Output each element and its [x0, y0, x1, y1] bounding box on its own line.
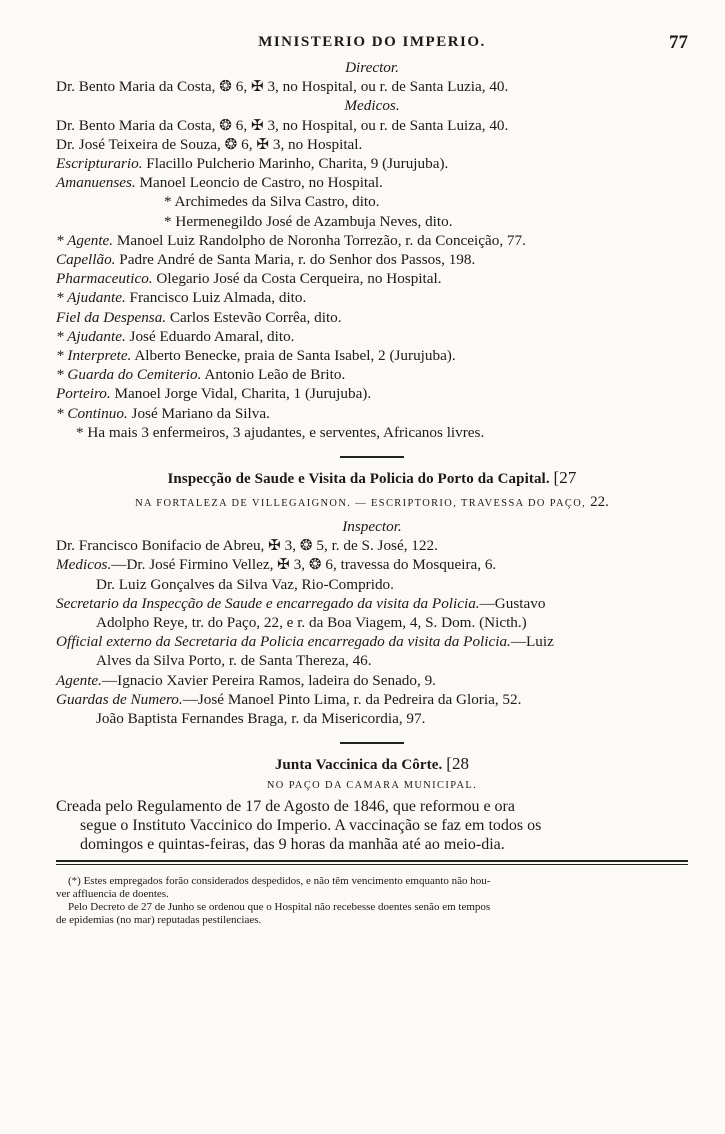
role-label: Secretario da Inspecção de Saude e encarregado da visita da Policia.: [56, 594, 480, 612]
role-label: * Interprete.: [56, 347, 132, 365]
inspector-entry: Dr. Francisco Bonifacio de Abreu, ✠ 3, ❂ 5, r. de S. José, 122.: [56, 537, 438, 555]
role-text: Manoel Luiz Randolpho de Noronha Torrezão, r. da Conceição, 77.: [113, 231, 526, 249]
role-text: Manoel Jorge Vidal, Charita, 1 (Jurujuba).: [110, 385, 372, 403]
porteiro-entry: [56, 384, 688, 403]
paragraph-line: domingos e quintas-feiras, das 9 horas da manhãa até ao meio-dia.: [80, 836, 505, 854]
amanuenses-entry: [56, 173, 688, 192]
role-label: Capellão.: [56, 251, 116, 269]
role-text: José Eduardo Amaral, dito.: [125, 327, 295, 345]
section-divider: [340, 742, 404, 744]
section-ref: [28: [446, 754, 470, 774]
page-title: MINISTERIO DO IMPERIO.: [258, 34, 486, 50]
role-text: Antonio Leão de Brito.: [201, 366, 346, 384]
staff-note: * Ha mais 3 enfermeiros, 3 ajudantes, e serventes, Africanos livres.: [76, 423, 485, 441]
role-text: —Dr. José Firmino Vellez, ✠ 3, ❂ 6, travessa do Mosqueira, 6.: [111, 556, 497, 574]
section-location: NO PAÇO DA CAMARA MUNICIPAL.: [266, 780, 478, 792]
official-entry: [56, 632, 688, 651]
role-text: José Mariano da Silva.: [127, 404, 270, 422]
junta-paragraph: [56, 797, 688, 854]
section-location: [56, 494, 688, 511]
paragraph-line: segue o Instituto Vaccinico do Imperio. A vaccinação se faz em todos os: [80, 817, 542, 835]
role-label: Medicos.: [56, 556, 112, 574]
director-entry: Dr. Bento Maria da Costa, ❂ 6, ✠ 3, no Hospital, ou r. de Santa Luzia, 40.: [56, 78, 509, 96]
section-title-text: Inspecção de Saude e Visita da Policia do Porto da Capital.: [167, 471, 550, 488]
role-text: Olegario José da Costa Cerqueira, no Hospital.: [152, 270, 442, 288]
role-label: Porteiro.: [56, 385, 111, 403]
guarda-entry: [56, 365, 688, 384]
secretario-entry: [56, 594, 688, 613]
section-title: [56, 468, 688, 488]
role-text: —Gustavo: [479, 594, 546, 612]
running-header: [56, 30, 688, 58]
footnote-line: ver affluencia de doentes.: [56, 888, 169, 901]
role-label: Pharmaceutico.: [56, 270, 153, 288]
role-text: —José Manoel Pinto Lima, r. da Pedreira da Gloria, 52.: [182, 690, 522, 708]
ajudante-entry: [56, 288, 688, 307]
role-text: Alberto Benecke, praia de Santa Isabel, 2 (Jurujuba).: [131, 347, 456, 365]
agente-entry: [56, 671, 688, 690]
role-text: Carlos Estevão Corrêa, dito.: [166, 308, 342, 326]
role-label: * Guarda do Cemiterio.: [56, 366, 202, 384]
interprete-entry: [56, 346, 688, 365]
role-label: * Ajudante.: [56, 327, 126, 345]
medico-entry: Dr. José Teixeira de Souza, ❂ 6, ✠ 3, no Hospital.: [56, 135, 363, 153]
hospital-section: [56, 58, 688, 442]
role-label: * Ajudante.: [56, 289, 126, 307]
role-label: * Agente.: [56, 231, 114, 249]
continuo-entry: [56, 404, 688, 423]
footnote-line: Pelo Decreto de 27 de Junho se ordenou que o Hospital não recebesse doentes senão em tempos: [68, 901, 491, 914]
role-text: —Ignacio Xavier Pereira Ramos, ladeira do Senado, 9.: [101, 671, 436, 689]
junta-section: [56, 754, 688, 854]
fiel-entry: [56, 308, 688, 327]
role-label: Escripturario.: [56, 155, 143, 173]
role-label: * Continuo.: [56, 404, 128, 422]
role-text: Flacillo Pulcherio Marinho, Charita, 9 (Jurujuba).: [142, 155, 449, 173]
role-text: Padre André de Santa Maria, r. do Senhor dos Passos, 198.: [115, 251, 476, 269]
paragraph-line: Creada pelo Regulamento de 17 de Agosto de 1846, que reformou e ora: [56, 798, 515, 816]
guardas-entry: [56, 690, 688, 709]
official-continuation: Alves da Silva Porto, r. de Santa Thereza, 46.: [96, 652, 372, 670]
guardas-continuation: João Baptista Fernandes Braga, r. da Misericordia, 97.: [96, 710, 426, 728]
secretario-continuation: Adolpho Reye, tr. do Paço, 22, e r. da Boa Viagem, 4, S. Dom. (Nicth.): [96, 614, 527, 632]
medico-entry: Dr. Bento Maria da Costa, ❂ 6, ✠ 3, no Hospital, ou r. de Santa Luiza, 40.: [56, 116, 509, 134]
role-text: —Luiz: [510, 633, 554, 651]
pharmaceutico-entry: [56, 269, 688, 288]
capellao-entry: [56, 250, 688, 269]
location-text: NA FORTALEZA DE VILLEGAIGNON. — ESCRIPTORIO, TRAVESSA DO PAÇO,: [135, 498, 587, 510]
section-ref: [27: [553, 468, 577, 488]
footnotes: [56, 875, 688, 927]
inspeccao-section: [56, 468, 688, 728]
inspector-heading: Inspector.: [342, 518, 402, 536]
section-title: [56, 754, 688, 774]
footnote-line: (*) Estes empregados forão considerados despedidos, e não têm vencimento emquanto não hou-: [68, 875, 491, 888]
document-page: [56, 30, 688, 927]
amanuense-entry: * Hermenegildo José de Azambuja Neves, dito.: [164, 212, 453, 230]
role-label: Fiel da Despensa.: [56, 308, 167, 326]
footnote-line: de epidemias (no mar) reputadas pestilenciaes.: [56, 914, 262, 927]
role-label: Agente.: [56, 671, 102, 689]
medico-entry: Dr. Luiz Gonçalves da Silva Vaz, Rio-Comprido.: [96, 575, 394, 593]
role-label: Official externo da Secretaria da Policia encarregado da visita da Policia.: [56, 633, 511, 651]
section-divider: [340, 456, 404, 458]
page-number: 77: [669, 32, 688, 53]
footnote-rule: [56, 864, 688, 865]
amanuense-entry: * Archimedes da Silva Castro, dito.: [164, 193, 380, 211]
medicos-heading: Medicos.: [344, 97, 400, 115]
escripturario-entry: [56, 154, 688, 173]
role-label: Guardas de Numero.: [56, 690, 183, 708]
medicos-entry: [56, 555, 688, 574]
location-number: 22.: [590, 494, 609, 511]
footnote-rule: [56, 860, 688, 862]
ajudante-entry: [56, 327, 688, 346]
director-heading: Director.: [345, 59, 399, 76]
role-text: Francisco Luiz Almada, dito.: [125, 289, 307, 307]
role-label: Amanuenses.: [56, 174, 136, 192]
section-title-text: Junta Vaccinica da Côrte.: [274, 757, 443, 774]
agente-entry: [56, 231, 688, 250]
role-text: Manoel Leoncio de Castro, no Hospital.: [135, 174, 383, 192]
